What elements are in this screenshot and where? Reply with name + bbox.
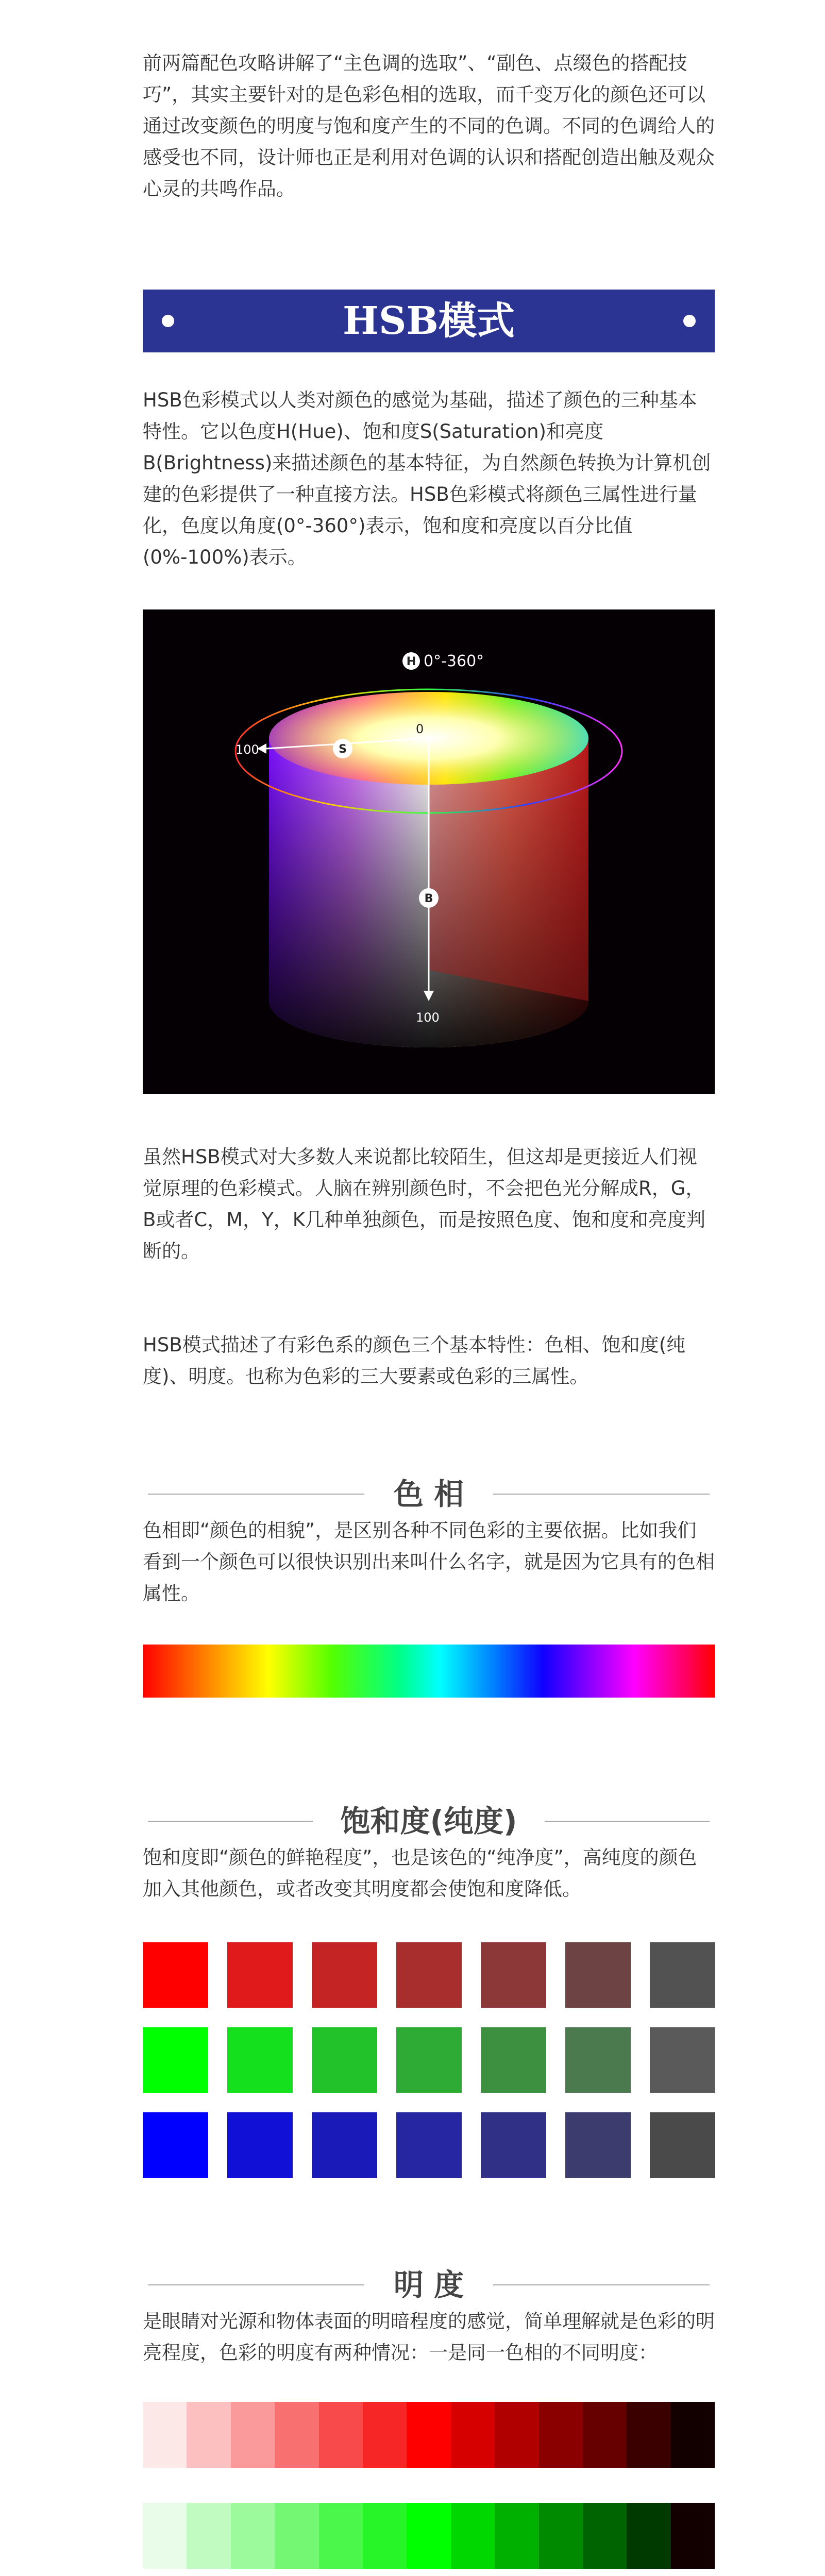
saturation-swatch — [565, 2027, 631, 2093]
saturation-max-label: 100 — [235, 742, 259, 757]
brightness-swatch — [495, 2503, 538, 2569]
center-zero-label: 0 — [416, 722, 424, 736]
brightness-swatch — [275, 2402, 318, 2468]
brightness-description: 是眼睛对光源和物体表面的明暗程度的感觉，简单理解就是色彩的明亮程度，色彩的明度有两种情况：一是同一色相的不同明度： — [143, 2310, 715, 2364]
saturation-swatch — [312, 2027, 377, 2093]
brightness-swatch — [627, 2503, 670, 2569]
hsb-banner — [143, 290, 715, 352]
heading-rule-right — [493, 2284, 710, 2285]
saturation-description: 饱和度即“颜色的鲜艳程度”，也是该色的“纯净度”，高纯度的颜色加入其他颜色，或者改变其明度都会使饱和度降低。 — [143, 1846, 697, 1900]
brightness-swatch — [539, 2402, 583, 2468]
brightness-swatch — [143, 2503, 187, 2569]
s-badge: S — [339, 743, 347, 756]
brightness-swatch — [671, 2402, 715, 2468]
saturation-swatch — [565, 2112, 631, 2178]
brightness-swatch — [231, 2402, 275, 2468]
brightness-swatch — [583, 2402, 627, 2468]
brightness-swatch — [319, 2402, 363, 2468]
brightness-swatch — [363, 2503, 407, 2569]
banner-title: HSB模式 — [343, 299, 515, 343]
brightness-swatch — [187, 2402, 230, 2468]
h-badge: H — [406, 655, 416, 668]
hsb-paragraph-2: 虽然HSB模式对大多数人来说都比较陌生，但这却是更接近人们视觉原理的色彩模式。人脑在辨别颜色时，不会把色光分解成R，G，B或者C，M，Y，K几种单独颜色，而是按照色度、饱和度和亮度判断的。 — [143, 1146, 706, 1262]
brightness-swatch — [407, 2402, 450, 2468]
saturation-swatch — [143, 2027, 208, 2093]
saturation-swatch — [481, 2112, 546, 2178]
heading-rule-right — [545, 1821, 710, 1822]
saturation-swatch — [227, 1942, 293, 2008]
intro-paragraph: 前两篇配色攻略讲解了“主色调的选取”、“副色、点缀色的搭配技巧”，其实主要针对的是色彩色相的选取，而千变万化的颜色还可以通过改变颜色的明度与饱和度产生的不同的色调。不同的色调给人的感受也不同，设计师也正是利用对色调的认识和搭配创造出触及观众心灵的共鸣作品。 — [143, 52, 715, 200]
saturation-swatch — [481, 1942, 546, 2008]
brightness-swatch — [407, 2503, 450, 2569]
saturation-swatch — [396, 2027, 462, 2093]
b-badge: B — [424, 892, 433, 905]
brightness-swatch — [319, 2503, 363, 2569]
saturation-swatch — [227, 2027, 293, 2093]
banner-dot-right — [683, 315, 696, 327]
hue-spectrum-bar — [143, 1645, 715, 1698]
saturation-swatch — [650, 2112, 715, 2178]
brightness-swatch — [495, 2402, 538, 2468]
brightness-swatch — [187, 2503, 230, 2569]
saturation-swatch — [143, 1942, 208, 2008]
heading-rule-right — [493, 1494, 710, 1495]
brightness-swatch — [627, 2402, 670, 2468]
hue-description: 色相即“颜色的相貌”，是区别各种不同色彩的主要依据。比如我们看到一个颜色可以很快识别出来叫什么名字，就是因为它具有的色相属性。 — [143, 1519, 715, 1604]
saturation-swatch — [143, 2112, 208, 2178]
saturation-swatch — [650, 1942, 715, 2008]
brightness-swatch — [275, 2503, 318, 2569]
brightness-heading-text: 明 度 — [393, 2267, 464, 2302]
brightness-max-label: 100 — [416, 1010, 440, 1025]
brightness-swatch — [451, 2402, 495, 2468]
brightness-swatch — [539, 2503, 583, 2569]
saturation-swatch — [396, 2112, 462, 2178]
hsb-cylinder-svg — [143, 609, 715, 1094]
saturation-swatch — [227, 2112, 293, 2178]
brightness-swatch — [583, 2503, 627, 2569]
hue-heading — [143, 1473, 715, 1515]
hsb-description: HSB色彩模式以人类对颜色的感觉为基础，描述了颜色的三种基本特性。它以色度H(Hue)、饱和度S(Saturation)和亮度B(Brightness)来描述颜色的基本特征，为自然颜色转换为计算机创建的色彩提供了一种直接方法。HSB色彩模式将颜色三属性进行量化，色度以角度(0°-360°)表示，饱和度和亮度以百分比值(0%-100%)表示。 — [143, 389, 711, 568]
brightness-swatch — [143, 2402, 187, 2468]
saturation-swatch — [565, 1942, 631, 2008]
brightness-swatch — [451, 2503, 495, 2569]
saturation-swatch — [650, 2027, 715, 2093]
saturation-swatch — [312, 1942, 377, 2008]
hsb-paragraph-3: HSB模式描述了有彩色系的颜色三个基本特性：色相、饱和度(纯度)、明度。也称为色彩的三大要素或色彩的三属性。 — [143, 1334, 686, 1387]
saturation-swatch — [396, 1942, 462, 2008]
saturation-swatch — [481, 2027, 546, 2093]
brightness-swatch — [363, 2402, 407, 2468]
hsb-cylinder-diagram — [143, 609, 715, 1094]
saturation-heading — [143, 1801, 715, 1842]
saturation-heading-text: 饱和度(纯度) — [340, 1804, 517, 1839]
brightness-swatch — [231, 2503, 275, 2569]
h-range-label: 0°-360° — [424, 652, 484, 670]
brightness-strip — [143, 2402, 715, 2468]
brightness-heading — [143, 2264, 715, 2306]
brightness-strip — [143, 2503, 715, 2569]
hue-heading-text: 色 相 — [393, 1477, 464, 1512]
saturation-swatch — [312, 2112, 377, 2178]
brightness-swatch — [671, 2503, 715, 2569]
saturation-swatch-grid — [143, 1942, 715, 2179]
